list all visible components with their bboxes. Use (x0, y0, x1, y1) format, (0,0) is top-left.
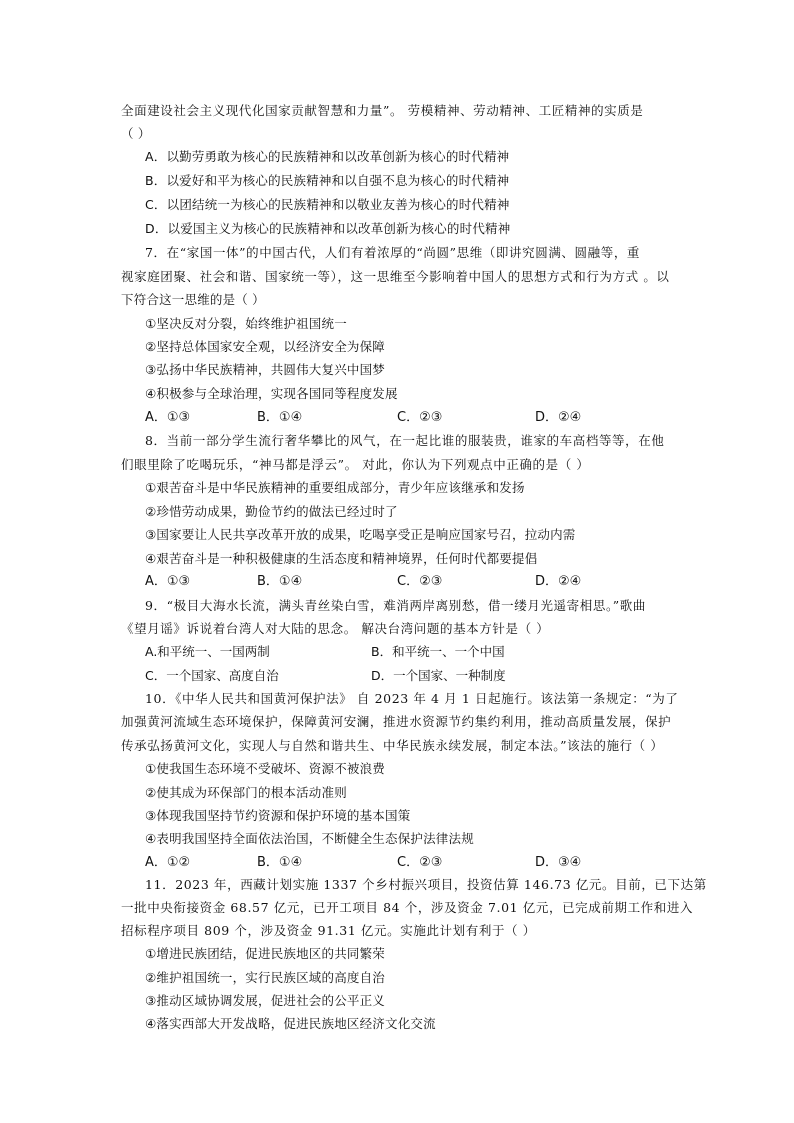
q11-item-1: ①增进民族团结，促进民族地区的共同繁荣 (145, 946, 386, 961)
q9-choice-a: A.和平统一、一国两制 (145, 644, 270, 659)
q7-item-1: ①坚决反对分裂，始终维护祖国统一 (145, 316, 347, 331)
q10-item-1: ①使我国生态环境不受破坏、资源不被浪费 (145, 761, 386, 776)
q6-answer-paren: （ ） (121, 126, 151, 141)
q11-item-4: ④落实西部大开发战略，促进民族地区经济文化交流 (145, 1016, 436, 1031)
q8-choice-b: B．①④ (257, 574, 303, 589)
q11-item-3: ③推动区域协调发展，促进社会的公平正义 (145, 993, 386, 1008)
q9-stem-line-1: 9．“极目大海水长流，满头青丝染白雪，难消两岸离别愁，借一缕月光遥寄相思。”歌曲 (145, 598, 646, 613)
q11-stem-line-2: 一批中央衔接资金 68.57 亿元，已开工项目 84 个，涉及资金 7.01 亿元，已完成前期工作和进入 (121, 900, 694, 915)
q9-stem-line-2: 《望月谣》诉说着台湾人对大陆的思念。 解决台湾问题的基本方针是（ ） (121, 621, 550, 636)
q7-item-4: ④积极参与全球治理，实现各国同等程度发展 (145, 386, 398, 401)
q7-choice-b: B．①④ (257, 410, 303, 425)
q8-stem-line-1: 8．当前一部分学生流行奢华攀比的风气，在一起比谁的服装贵，谁家的车高档等等，在他 (145, 433, 665, 448)
q11-stem-line-1: 11．2023 年，西藏计划实施 1337 个乡村振兴项目，投资估算 146.73 亿元。目前，已下达第 (145, 877, 707, 892)
q10-item-2: ②使其成为环保部门的根本活动准则 (145, 785, 347, 800)
q8-item-3: ③国家要让人民共享改革开放的成果，吃喝享受正是响应国家号召，拉动内需 (145, 527, 576, 542)
q7-stem-line-3: 下符合这一思维的是（ ） (121, 292, 265, 307)
q9-choices-row-2 (145, 667, 625, 685)
q7-stem-line-1: 7．在“家国一体”的中国古代，人们有着浓厚的“尚圆”思维（即讲究圆满、圆融等，重 (145, 245, 641, 260)
q7-item-2: ②坚持总体国家安全观，以经济安全为保障 (145, 339, 386, 354)
q10-stem-line-1: 10．《中华人民共和国黄河保护法》 自 2023 年 4 月 1 日起施行。该法第一条规定：“为了 (145, 691, 679, 706)
q9-choice-b: B．和平统一、一个中国 (371, 644, 505, 659)
q11-item-2: ②维护祖国统一，实行民族区域的高度自治 (145, 970, 386, 985)
q6-option-a: A．以勤劳勇敢为核心的民族精神和以改革创新为核心的时代精神 (145, 149, 510, 164)
q8-item-1: ①艰苦奋斗是中华民族精神的重要组成部分，青少年应该继承和发扬 (145, 480, 525, 495)
q10-item-3: ③体现我国坚持节约资源和保护环境的基本国策 (145, 808, 411, 823)
q7-choice-a: A．①③ (145, 410, 191, 425)
q7-choice-d: D．②④ (535, 410, 582, 425)
q9-choice-d: D．一个国家、一种制度 (371, 668, 506, 683)
q6-option-d: D．以爱国主义为核心的民族精神和以改革创新为核心的时代精神 (145, 221, 511, 236)
q7-choice-c: C．②③ (397, 410, 443, 425)
q8-item-4: ④艰苦奋斗是一种积极健康的生活态度和精神境界，任何时代都要提倡 (145, 551, 538, 566)
q8-choices (145, 573, 685, 591)
q7-choices (145, 409, 685, 427)
q10-choice-d: D．③④ (535, 855, 582, 870)
q7-stem-line-2: 视家庭团聚、社会和谐、国家统一等），这一思维至今影响着中国人的思想方式和行为方式 。以 (121, 269, 670, 284)
q10-choice-b: B．①④ (257, 855, 303, 870)
q9-choice-c: C．一个国家、高度自治 (145, 668, 279, 683)
q8-item-2: ②珍惜劳动成果，勤俭节约的做法已经过时了 (145, 504, 398, 519)
q10-item-4: ④表明我国坚持全面依法治国，不断健全生态保护法律法规 (145, 831, 474, 846)
q10-choices (145, 854, 685, 872)
q10-choice-a: A．①② (145, 855, 191, 870)
q10-stem-line-3: 传承弘扬黄河文化，实现人与自然和谐共生、中华民族永续发展，制定本法。”该法的施行（ ） (121, 738, 664, 753)
q6-stem: 全面建设社会主义现代化国家贡献智慧和力量”。 劳模精神、劳动精神、工匠精神的实质是 (121, 103, 644, 118)
q10-stem-line-2: 加强黄河流域生态环境保护，保障黄河安澜，推进水资源节约集约利用，推动高质量发展，保护 (121, 714, 672, 729)
q6-option-b: B．以爱好和平为核心的民族精神和以自强不息为核心的时代精神 (145, 173, 510, 188)
q6-option-c: C．以团结统一为核心的民族精神和以敬业友善为核心的时代精神 (145, 197, 510, 212)
q11-stem-line-3: 招标程序项目 809 个，涉及资金 91.31 亿元。实施此计划有利于（ ） (121, 923, 536, 938)
q9-choices-row-1 (145, 643, 625, 661)
q8-choice-d: D．②④ (535, 574, 582, 589)
q8-choice-a: A．①③ (145, 574, 191, 589)
q8-stem-line-2: 们眼里除了吃喝玩乐，“神马都是浮云”。 对此，你认为下列观点中正确的是（ ） (121, 457, 590, 472)
q10-choice-c: C．②③ (397, 855, 443, 870)
q7-item-3: ③弘扬中华民族精神，共圆伟大复兴中国梦 (145, 362, 386, 377)
q8-choice-c: C．②③ (397, 574, 443, 589)
